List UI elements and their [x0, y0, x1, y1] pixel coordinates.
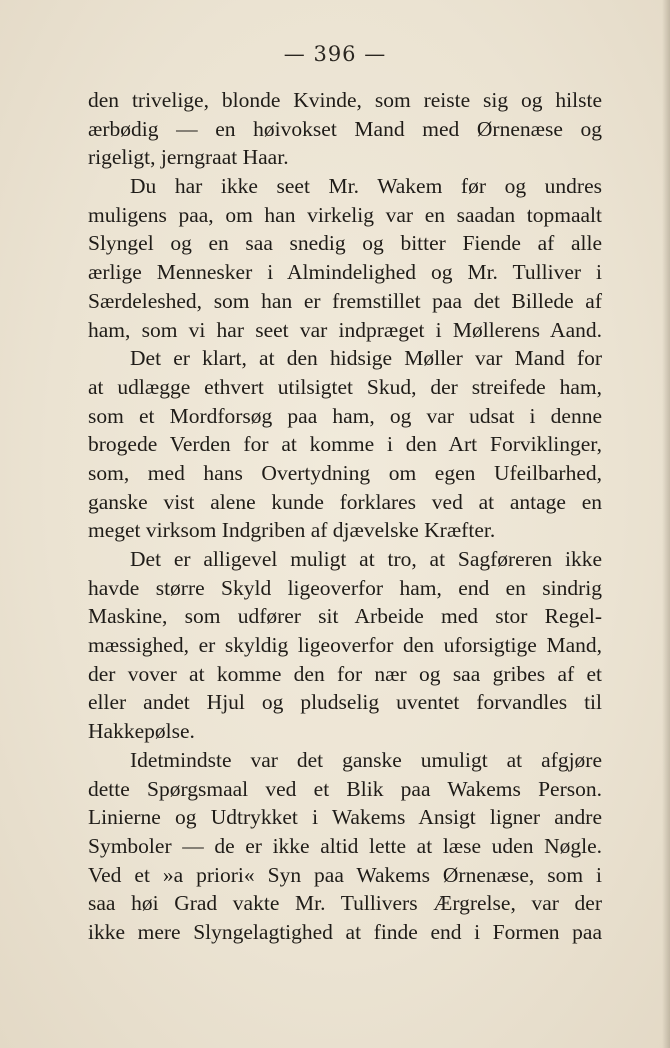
text-line: ærlige Mennesker i Almindelighed og Mr. Tulliver i — [88, 260, 602, 285]
text-line: at udlægge ethvert utilsigtet Skud, der streifede ham, — [88, 374, 602, 399]
text-line: som et Mordforsøg paa ham, og var udsat i denne — [88, 403, 602, 428]
text-line: muligens paa, om han virkelig var en saadan topmaalt — [88, 202, 602, 227]
text-line: ærbødig — en høivokset Mand med Ørnenæse og — [88, 116, 602, 141]
paragraph — [88, 172, 602, 344]
text-line: dette Spørgsmaal ved et Blik paa Wakems Person. — [88, 776, 602, 801]
paragraph — [88, 86, 602, 172]
text-line: ikke mere Slyngelagtighed at finde end i Formen paa — [88, 919, 602, 944]
body-text — [88, 86, 602, 947]
paragraph — [88, 746, 602, 947]
text-line: rigeligt, jerngraat Haar. — [88, 145, 289, 170]
text-line: saa høi Grad vakte Mr. Tullivers Ærgrelse, var der — [88, 891, 602, 916]
text-line: eller andet Hjul og pludselig uventet forvandles til — [88, 690, 602, 715]
page-edge-shadow — [662, 0, 670, 1048]
text-line: brogede Verden for at komme i den Art Forviklinger, — [88, 432, 602, 457]
text-line: Det er klart, at den hidsige Møller var Mand for — [130, 346, 602, 371]
paragraph — [88, 545, 602, 746]
text-line: havde større Skyld ligeoverfor ham, end en sindrig — [88, 575, 602, 600]
text-line: meget virksom Indgriben af djævelske Kræfter. — [88, 518, 496, 543]
text-line: som, med hans Overtydning om egen Ufeilbarhed, — [88, 460, 602, 485]
text-line: Særdeleshed, som han er fremstillet paa det Billede af — [88, 288, 602, 313]
text-line: den trivelige, blonde Kvinde, som reiste sig og hilste — [88, 88, 602, 112]
page-number: — 396 — — [283, 42, 387, 66]
text-line: Det er alligevel muligt at tro, at Sagføreren ikke — [130, 547, 602, 571]
text-line: Symboler — de er ikke altid lette at læse uden Nøgle. — [88, 833, 602, 858]
text-line: Linierne og Udtrykket i Wakems Ansigt ligner andre — [88, 805, 602, 830]
text-line: Maskine, som udfører sit Arbeide med stor Regel- — [88, 604, 602, 629]
text-line: ham, som vi har seet var indpræget i Møllerens Aand. — [88, 317, 602, 342]
text-line: der vover at komme den for nær og saa gribes af et — [88, 661, 602, 686]
text-line: ganske vist alene kunde forklares ved at antage en — [88, 489, 602, 514]
text-line: Du har ikke seet Mr. Wakem før og undres — [130, 174, 602, 199]
text-line: Slyngel og en saa snedig og bitter Fiende af alle — [88, 231, 602, 256]
text-line: mæssighed, er skyldig ligeoverfor den uforsigtige Mand, — [88, 633, 602, 658]
text-line: Ved et »a priori« Syn paa Wakems Ørnenæse, som i — [88, 862, 602, 887]
text-line: Hakkepølse. — [88, 719, 195, 744]
paragraph — [88, 344, 602, 545]
text-line: Idetmindste var det ganske umuligt at afgjøre — [130, 747, 602, 772]
